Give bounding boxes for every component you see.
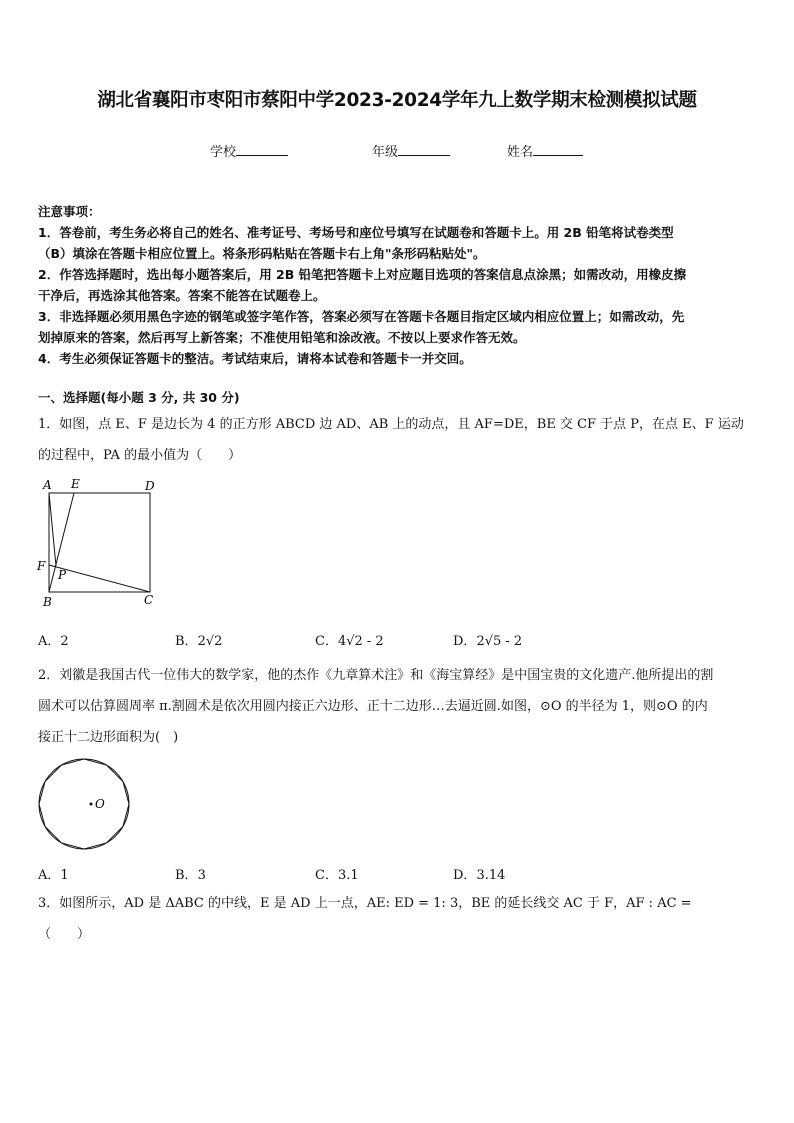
label-c: C xyxy=(144,593,154,607)
notice-item: 1．答卷前，考生务必将自己的姓名、准考证号、考场号和座位号填写在试题卷和答题卡上。用 2B 铅笔将试卷类型 xyxy=(38,225,674,240)
name-blank xyxy=(533,143,583,156)
option-value: 1 xyxy=(60,868,69,883)
question-1-line: 的过程中，PA 的最小值为（ ） xyxy=(38,448,242,463)
label-b: B xyxy=(43,595,52,609)
question-1 xyxy=(38,409,760,471)
q1-option-a xyxy=(38,630,69,649)
circle-dodecagon-figure xyxy=(36,756,132,852)
question-2 xyxy=(38,660,760,753)
notice-item: 干净后，再选涂其他答案。答案不能答在试题卷上。 xyxy=(38,288,326,303)
notice-item: 4．考生必须保证答题卡的整洁。考试结束后，请将本试卷和答题卡一并交回。 xyxy=(38,351,472,366)
question-1-line: 1．如图，点 E、F 是边长为 4 的正方形 ABCD 边 AD、AB 上的动点，且 AF=DE，BE 交 CF 于点 P，在点 E、F 运动 xyxy=(38,417,744,432)
notice-item: 3．非选择题必须用黑色字迹的钢笔或签字笔作答，答案必须写在答题卡各题目指定区域内相应位置上；如需改动，先 xyxy=(38,309,685,324)
q2-option-d xyxy=(453,864,505,883)
name-field xyxy=(507,141,583,160)
option-key: C． xyxy=(315,868,338,883)
option-value: 3.14 xyxy=(476,868,506,883)
option-key: B． xyxy=(175,868,198,883)
option-value: 2√5 - 2 xyxy=(476,634,523,649)
label-p: P xyxy=(58,568,67,582)
question-2-line: 接正十二边形面积为( ) xyxy=(38,730,179,745)
label-f: F xyxy=(37,559,46,573)
notice-heading: 注意事项： xyxy=(38,204,101,219)
q1-option-c xyxy=(315,630,384,649)
notice-block xyxy=(38,201,758,369)
section-heading: 一、选择题(每小题 3 分, 共 30 分) xyxy=(38,390,240,405)
question-3 xyxy=(38,888,760,950)
question-3-line: 3．如图所示，AD 是 ΔABC 的中线，E 是 AD 上一点，AE: ED = 1: 3，BE 的延长线交 AC 于 F，AF : AC = xyxy=(38,896,692,911)
school-label: 学校 xyxy=(210,145,237,160)
notice-item: 2．作答选择题时，选出每小题答案后，用 2B 铅笔把答题卡上对应题目选项的答案信息点涂黑；如需改动，用橡皮擦 xyxy=(38,267,687,282)
q1-option-d xyxy=(453,630,522,649)
q2-option-b xyxy=(175,864,206,883)
notice-item: 划掉原来的答案，然后再写上新答案；不准使用铅笔和涂改液。不按以上要求作答无效。 xyxy=(38,330,526,345)
label-a: A xyxy=(43,478,52,492)
option-value: 4√2 - 2 xyxy=(337,634,384,649)
notice-item: （B）填涂在答题卡相应位置上。将条形码粘贴在答题卡右上角"条形码粘贴处"。 xyxy=(38,246,486,261)
q2-option-a xyxy=(38,864,69,883)
q2-option-c xyxy=(315,864,359,883)
center-point xyxy=(90,803,93,806)
option-value: 2√2 xyxy=(197,634,223,649)
option-value: 3 xyxy=(197,868,206,883)
question-2-line: 2．刘徽是我国古代一位伟大的数学家，他的杰作《九章算术注》和《海宝算经》是中国宝贵的文化遗产.他所提出的割 xyxy=(38,668,714,683)
option-value: 3.1 xyxy=(337,868,359,883)
question-3-line: （ ） xyxy=(38,927,91,942)
option-key: C． xyxy=(315,634,338,649)
q1-option-b xyxy=(175,630,222,649)
label-d: D xyxy=(145,479,155,493)
option-key: A． xyxy=(38,868,61,883)
name-label: 姓名 xyxy=(507,145,534,160)
school-field xyxy=(210,141,288,160)
option-key: B． xyxy=(175,634,198,649)
option-key: D． xyxy=(453,868,477,883)
label-o: O xyxy=(95,797,105,811)
option-value: 2 xyxy=(60,634,69,649)
grade-label: 年级 xyxy=(372,145,399,160)
grade-blank xyxy=(398,143,450,156)
label-e: E xyxy=(71,477,80,491)
grade-field xyxy=(372,141,450,160)
document-title: 湖北省襄阳市枣阳市蔡阳中学2023-2024学年九上数学期末检测模拟试题 xyxy=(97,90,697,111)
school-blank xyxy=(236,143,288,156)
option-key: D． xyxy=(453,634,477,649)
question-2-line: 圆术可以估算圆周率 π.割圆术是依次用圆内接正六边形、正十二边形…去逼近圆.如图，⊙O 的半径为 1，则⊙O 的内 xyxy=(38,699,708,714)
option-key: A． xyxy=(38,634,61,649)
square-figure xyxy=(34,474,164,614)
